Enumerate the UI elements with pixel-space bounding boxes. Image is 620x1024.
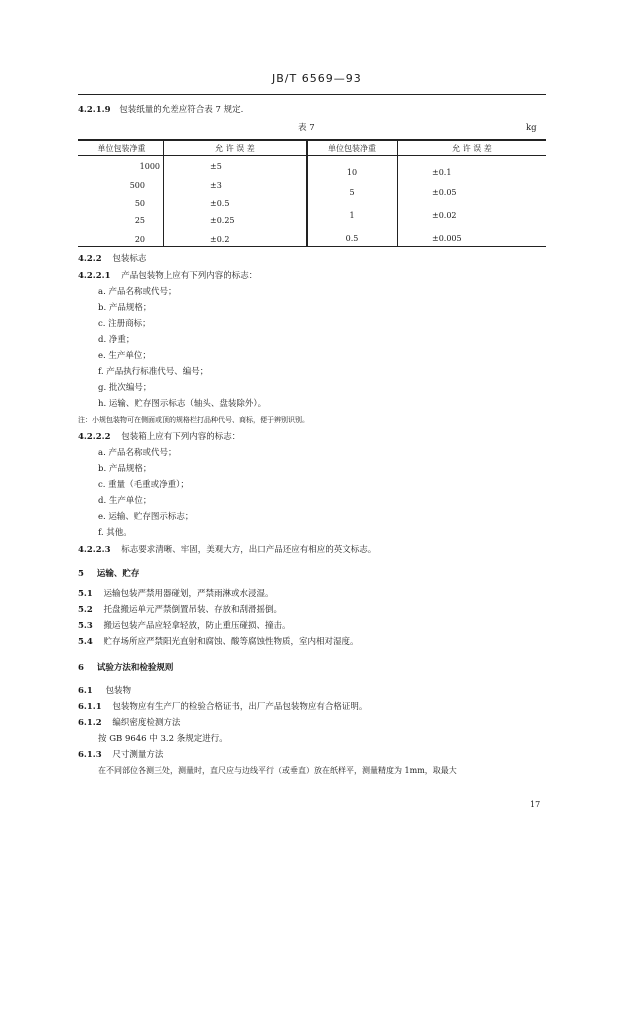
table-cell: ±0.25 (210, 216, 235, 225)
clause-number: 5.2 (78, 605, 93, 615)
clause-number: 6.1.2 (78, 718, 102, 728)
clause-text: 包装箱上应有下列内容的标志： (121, 432, 241, 442)
table-cell: ±5 (210, 162, 222, 171)
table-cell: 0.5 (345, 234, 359, 243)
section-title: 运输、贮存 (96, 569, 140, 579)
list-item: g. 批次编号； (98, 383, 152, 393)
list-item: a. 产品名称或代号； (98, 448, 177, 458)
clause-number: 6.1 (78, 686, 93, 696)
table-title: 表 7 (298, 123, 315, 133)
list-item: h. 运输、贮存图示标志（轴头、盘装除外）。 (98, 399, 267, 409)
clause-number: 5.3 (78, 621, 93, 631)
section-6-heading (78, 662, 173, 674)
table-cell: ±3 (210, 181, 222, 190)
clause-text: 托盘搬运单元严禁倒置吊装、存放和刮滑摇倒。 (103, 605, 283, 615)
page-number: 17 (530, 800, 541, 809)
table-unit: kg (526, 123, 537, 133)
clause-5-2 (78, 604, 282, 616)
clause-5-4 (78, 636, 359, 648)
list-item: e. 运输、贮存图示标志； (98, 512, 194, 522)
list-item: f. 其他。 (98, 528, 132, 538)
clause-text: 包装物 (105, 686, 132, 696)
table-cell: 20 (134, 235, 145, 244)
clause-text: 搬运包装产品应轻拿轻放，防止重压碰损、撞击。 (103, 621, 291, 631)
clause-text: 产品包装物上应有下列内容的标志： (121, 271, 258, 281)
list-item: d. 生产单位； (98, 496, 152, 506)
col-header-tolerance-1: 允 许 误 差 (215, 144, 255, 153)
clause-number: 4.2.2 (78, 254, 102, 264)
list-item: c. 重量（毛重或净重）； (98, 480, 189, 490)
clause-text: 包装标志 (112, 254, 147, 264)
clause-6-1-2-body: 按 GB 9646 中 3.2 条规定进行。 (98, 734, 228, 744)
clause-4-2-1-9 (78, 104, 243, 116)
clause-4-2-2-1 (78, 270, 257, 282)
table-cell: 10 (346, 168, 358, 177)
table-cell: 500 (129, 181, 145, 190)
list-item: d. 净重； (98, 335, 135, 345)
col-header-net-weight-1: 单位包装净重 (97, 144, 146, 153)
clause-number: 6.1.3 (78, 750, 102, 760)
table-cell: ±0.5 (210, 199, 230, 208)
table-cell: 25 (134, 216, 145, 225)
clause-text: 尺寸测量方法 (112, 750, 164, 760)
section-title: 试验方法和检验规则 (96, 663, 174, 673)
clause-text: 包装物应有生产厂的检验合格证书，出厂产品包装物应有合格证明。 (112, 702, 368, 712)
table-cell: 1000 (139, 162, 160, 171)
clause-6-1-3-body: 在不同部位各测三处，测量时，直尺应与边线平行（或垂直）放在纸样平，测量精度为 1mm，取最大 (98, 766, 457, 775)
clause-number: 4.2.2.1 (78, 271, 111, 281)
clause-text: 贮存场所应严禁阳光直射和腐蚀、酸等腐蚀性物质，室内相对湿度。 (103, 637, 359, 647)
clause-4-2-2 (78, 253, 146, 265)
list-item: f. 产品执行标准代号、编号； (98, 367, 209, 377)
note: 注：小规包装物可在侧面或顶的规格栏打品种代号、商标，便于辨别识别。 (78, 416, 309, 424)
table-cell: ±0.1 (432, 168, 452, 177)
clause-5-1 (78, 588, 274, 600)
section-number: 5 (78, 569, 84, 579)
header-rule (78, 94, 546, 95)
clause-6-1-3 (78, 749, 163, 761)
clause-text: 包装纸量的允差应符合表 7 规定. (119, 105, 244, 115)
clause-6-1 (78, 685, 131, 697)
clause-6-1-2 (78, 717, 180, 729)
clause-number: 5.1 (78, 589, 93, 599)
clause-6-1-1 (78, 701, 367, 713)
list-item: b. 产品规格； (98, 464, 152, 474)
table-cell: ±0.05 (432, 188, 457, 197)
table-cell: 50 (134, 199, 145, 208)
col-header-net-weight-2: 单位包装净重 (328, 144, 376, 153)
standard-code: JB/T 6569—93 (272, 72, 362, 85)
clause-number: 6.1.1 (78, 702, 102, 712)
table-cell: 1 (349, 211, 355, 220)
table-cell: ±0.02 (432, 211, 457, 220)
clause-text: 标志要求清晰、牢固，美观大方，出口产品还应有相应的英文标志。 (121, 545, 377, 555)
clause-number: 4.2.1.9 (78, 105, 111, 115)
clause-text: 运输包装严禁用器碰划，严禁雨淋或水浸湿。 (103, 589, 274, 599)
list-item: b. 产品规格； (98, 303, 152, 313)
list-item: c. 注册商标； (98, 319, 151, 329)
clause-4-2-2-3 (78, 544, 376, 556)
clause-number: 4.2.2.3 (78, 545, 111, 555)
clause-4-2-2-2 (78, 431, 240, 443)
section-number: 6 (78, 663, 84, 673)
table-cell: 5 (349, 188, 355, 197)
clause-number: 4.2.2.2 (78, 432, 111, 442)
clause-text: 编织密度检测方法 (112, 718, 181, 728)
clause-5-3 (78, 620, 291, 632)
section-5-heading (78, 568, 139, 580)
list-item: e. 生产单位； (98, 351, 151, 361)
clause-number: 5.4 (78, 637, 93, 647)
col-header-tolerance-2: 允 许 误 差 (452, 144, 492, 153)
list-item: a. 产品名称或代号； (98, 287, 177, 297)
table-cell: ±0.005 (432, 234, 462, 243)
table-cell: ±0.2 (210, 235, 230, 244)
